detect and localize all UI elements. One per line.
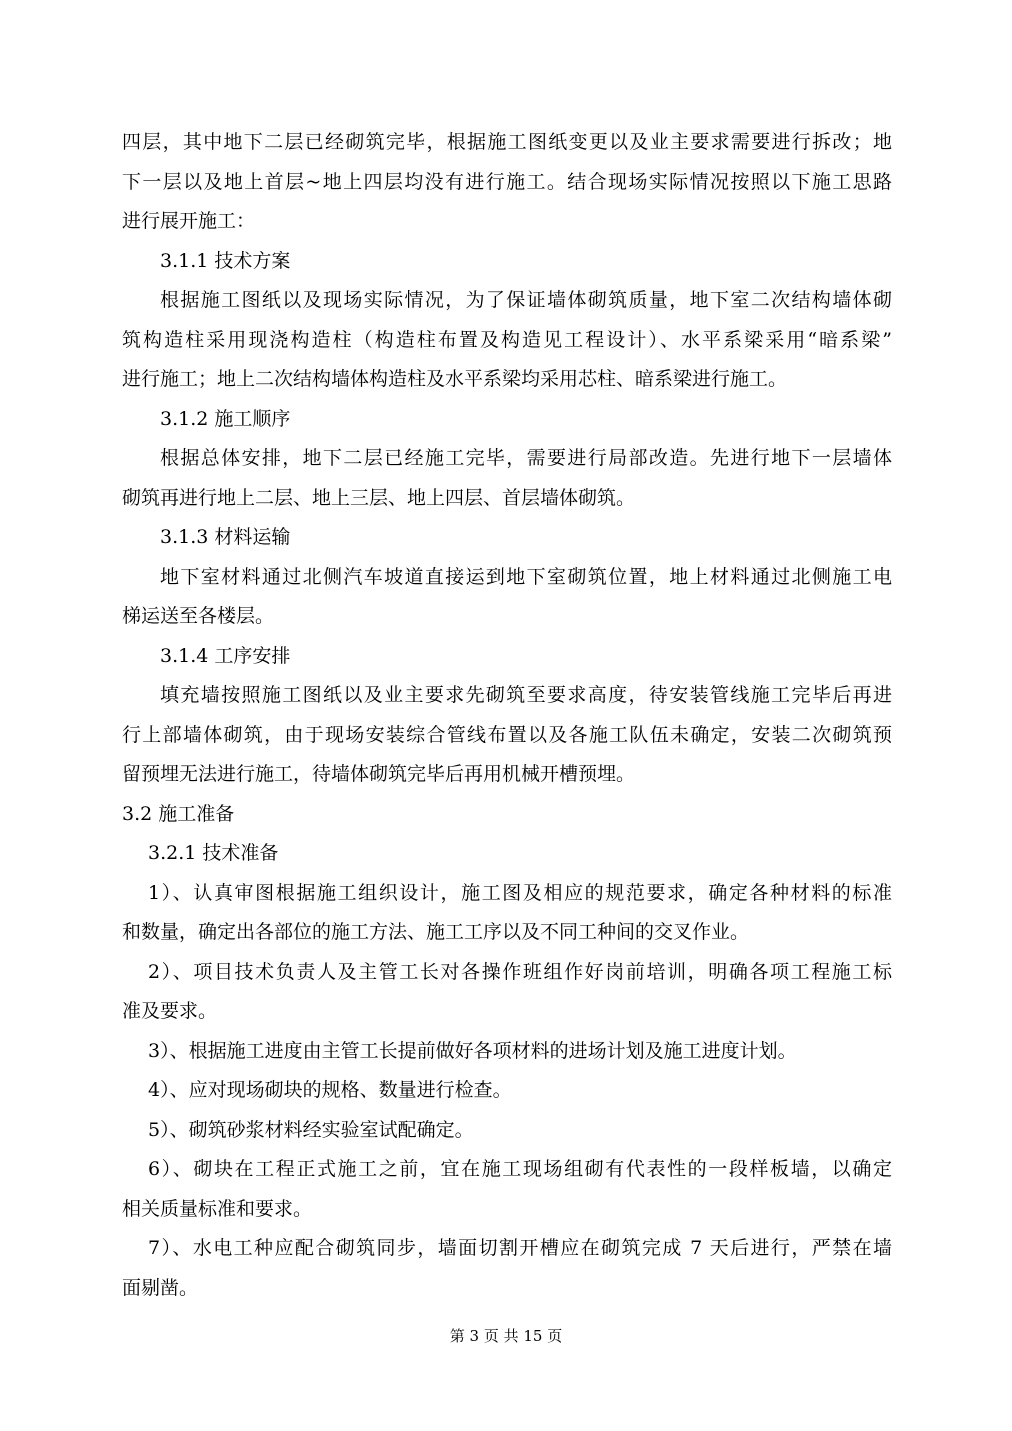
paragraph-line: 进行展开施工：: [122, 210, 256, 232]
list-item-continuation: 相关质量标准和要求。: [122, 1198, 313, 1220]
paragraph-line: 行上部墙体砌筑，由于现场安装综合管线布置以及各施工队伍未确定，安装二次砌筑预: [122, 724, 892, 746]
section-heading: 3.2.1 技术准备: [148, 842, 279, 864]
section-heading: 3.1.4 工序安排: [160, 645, 291, 667]
paragraph-line: 砌筑再进行地上二层、地上三层、地上四层、首层墙体砌筑。: [122, 487, 636, 509]
paragraph-line: 筑构造柱采用现浇构造柱（构造柱布置及构造见工程设计）、水平系梁采用“暗系梁”: [122, 329, 892, 351]
list-item-continuation: 面剔凿。: [122, 1277, 199, 1299]
paragraph-line: 进行施工；地上二次结构墙体构造柱及水平系梁均采用芯柱、暗系梁进行施工。: [122, 368, 788, 390]
section-heading: 3.2 施工准备: [122, 803, 235, 825]
paragraph-line: 根据施工图纸以及现场实际情况，为了保证墙体砌筑质量，地下室二次结构墙体砌: [160, 289, 892, 311]
paragraph-line: 根据总体安排，地下二层已经施工完毕，需要进行局部改造。先进行地下一层墙体: [160, 447, 892, 469]
list-item: 6）、砌块在工程正式施工之前，宜在施工现场组砌有代表性的一段样板墙，以确定: [148, 1158, 892, 1180]
section-heading: 3.1.2 施工顺序: [160, 408, 291, 430]
list-item: 2）、项目技术负责人及主管工长对各操作班组作好岗前培训，明确各项工程施工标: [148, 961, 892, 983]
list-item: 1）、认真审图根据施工组织设计，施工图及相应的规范要求，确定各种材料的标准: [148, 882, 892, 904]
paragraph-line: 梯运送至各楼层。: [122, 605, 275, 627]
page-number-footer: 第 3 页 共 15 页: [449, 1327, 563, 1345]
list-item: 5）、砌筑砂浆材料经实验室试配确定。: [148, 1119, 474, 1141]
paragraph-line: 留预埋无法进行施工，待墙体砌筑完毕后再用机械开槽预埋。: [122, 763, 636, 785]
list-item-continuation: 和数量，确定出各部位的施工方法、施工工序以及不同工种间的交叉作业。: [122, 921, 750, 943]
paragraph-line: 下一层以及地上首层~地上四层均没有进行施工。结合现场实际情况按照以下施工思路: [122, 171, 892, 193]
list-item: 3）、根据施工进度由主管工长提前做好各项材料的进场计划及施工进度计划。: [148, 1040, 797, 1062]
section-heading: 3.1.1 技术方案: [160, 250, 291, 272]
list-item: 4）、应对现场砌块的规格、数量进行检查。: [148, 1079, 512, 1101]
list-item: 7）、水电工种应配合砌筑同步，墙面切割开槽应在砌筑完成 7 天后进行，严禁在墙: [148, 1237, 892, 1259]
paragraph-line: 填充墙按照施工图纸以及业主要求先砌筑至要求高度，待安装管线施工完毕后再进: [160, 684, 892, 706]
paragraph-line: 四层，其中地下二层已经砌筑完毕，根据施工图纸变更以及业主要求需要进行拆改；地: [122, 131, 892, 153]
section-heading: 3.1.3 材料运输: [160, 526, 291, 548]
paragraph-line: 地下室材料通过北侧汽车坡道直接运到地下室砌筑位置，地上材料通过北侧施工电: [160, 566, 892, 588]
list-item-continuation: 准及要求。: [122, 1000, 218, 1022]
